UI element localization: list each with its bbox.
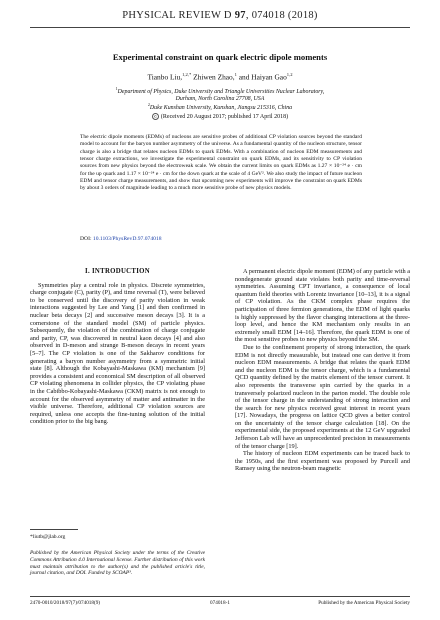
footer-divider bbox=[30, 596, 410, 597]
affiliation-marker: 1 bbox=[115, 86, 118, 91]
author-affiliation-marker: 1,2,* bbox=[182, 72, 192, 77]
author-name: Zhiwen Zhao, bbox=[191, 72, 235, 82]
right-column bbox=[235, 268, 410, 473]
license-note: Published by the American Physical Society under the terms of the Creative Commons Attribution 4.0 International license. Further distribution of this work must maintain attribution to the author(s) and the published article's title, journal citation, and DOI. Funded by SCOAP³. bbox=[30, 550, 205, 577]
paper-title: Experimental constraint on quark electric dipole moments bbox=[112, 52, 328, 62]
intro-paragraph: Symmetries play a central role in physics. Discrete symmetries, charge conjugate (C), parity (P), and time reversal (T), were believed to be conserved until the discovery of parity violation in weak interactions suggested by Lee and Yang [1] and then confirmed in nuclear beta decays [2] and successive meson decays [3]. It is a cornerstone of the standard model (SM) of particle physics. Subsequently, the violation of the combination of charge conjugate and parity, CP, was discovered in neutral kaon decays [4] and also observed in D-meson and strange B-meson decays in recent years [5–7]. The CP violation is one of the Sakharov conditions for generating a baryon number asymmetry from a symmetric initial state [8]. Although the Kobayashi-Maskawa (KM) mechanism [9] provides a consistent and economical SM description of all observed CP violating phenomena in collider physics, the CP violating phase in the Cabibbo-Kobayashi-Maskawa (CKM) matrix is not enough to account for the observed asymmetry of matter and antimatter in the visible universe. Therefore, additional CP violation sources are required, unless one accepts the fine-tuning solution of the initial condition prior to the big bang. bbox=[30, 281, 205, 426]
footnote-divider bbox=[30, 529, 78, 530]
author-list bbox=[30, 72, 410, 81]
doi-link[interactable]: 10.1103/PhysRevD.97.074018 bbox=[92, 236, 162, 242]
affiliation-marker: 2 bbox=[147, 102, 150, 107]
affiliation-text: Duke Kunshan University, Kunshan, Jiangsu 215316, China bbox=[149, 104, 293, 111]
affiliation-2 bbox=[30, 101, 410, 112]
body-paragraph: A permanent electric dipole moment (EDM) of any particle with a nondegenerate ground state violates both parity and time-reversal symmetries. Assuming CPT invariance, a consequence of local quantum field theories with Lorentz invariance [10–13], it is a signal of CP violation. As the CKM complex phase requires the participation of three fermion generations, the EDM of light quarks is highly suppressed by the flavor changing interactions at the three-loop level, and hence the KM mechanism only results in an extremely small EDM [14–16]. Therefore, the quark EDM is one of the most sensitive probes to new physics beyond the SM. bbox=[235, 268, 410, 344]
journal-citation: , 074018 (2018) bbox=[245, 10, 318, 21]
doi-line bbox=[80, 236, 362, 242]
footer-page-number: 074018-1 bbox=[210, 600, 230, 606]
abstract: The electric dipole moments (EDMs) of nucleons are sensitive probes of additional CP violation sources beyond the standard model to account for the baryon number asymmetry of the universe. As a fundamental quantity of the nucleon structure, tensor charge is also a bridge that relates nucleon EDMs to quark EDMs. With a combination of nucleon EDM measurements and tensor charge extractions, we investigate the experimental constraint on quark EDMs, and its sensitivity to CP violation sources from new physics beyond the electroweak scale. We obtain the current limits on quark EDMs as 1.27 × 10⁻²⁴ e · cm for the up quark and 1.17 × 10⁻²⁴ e · cm for the down quark at the scale of 4 GeV². We also study the impact of future nucleon EDM and tensor charge measurements, and show that upcoming new experiments will improve the constraint on quark EDMs by about 3 orders of magnitude leading to a much more sensitive probe of new physics models. bbox=[80, 134, 362, 192]
section-heading: I. INTRODUCTION bbox=[85, 268, 150, 275]
journal-name: PHYSICAL REVIEW D bbox=[122, 10, 232, 21]
affiliation-text: Department of Physics, Duke University and Triangle Universities Nuclear Laboratory, bbox=[117, 88, 325, 95]
author-name: Tianbo Liu, bbox=[147, 72, 183, 82]
footer-issn: 2470-0010/2018/97(7)/074018(9) bbox=[30, 600, 101, 606]
received-text: (Received 20 August 2017; published 17 April 2018) bbox=[160, 113, 289, 120]
header-divider bbox=[30, 27, 410, 28]
creative-commons-icon: © bbox=[153, 114, 158, 119]
author-email-footnote: *liutb@jlab.org bbox=[30, 534, 66, 540]
affiliation-text: Durham, North Carolina 27708, USA bbox=[175, 96, 265, 103]
author-affiliation-marker: 1 bbox=[234, 72, 237, 77]
author-affiliation-marker: 1,2 bbox=[286, 72, 293, 77]
footer-publisher: Published by the American Physical Society bbox=[318, 600, 410, 606]
doi-label: DOI: bbox=[80, 236, 93, 242]
received-date bbox=[30, 113, 410, 120]
author-name: and Haiyan Gao bbox=[236, 72, 287, 82]
body-paragraph: The history of nucleon EDM experiments can be traced back to the 1950s, and the first experiment was proposed by Purcell and Ramsey using the neutron-beam magnetic bbox=[235, 450, 410, 473]
body-paragraph: Due to the confinement property of strong interaction, the quark EDM is not directly measurable, but instead one can derive it from nucleon EDM measurements. A bridge that relates the quark EDM and the nucleon EDM is the tensor charge, which is a fundamental QCD quantity defined by the matrix element of the tensor current. It also represents the transverse spin carried by the quarks in a transversely polarized nucleon in the parton model. The double role of the tensor charge in the understanding of strong interaction and the search for new physics received great interest in recent years [17]. Nowadays, the progress on lattice QCD gives a better control on the uncertainty of the tensor charge calculation [18]. On the experimental side, the proposed experiments at the 12 GeV upgraded Jefferson Lab will have an unprecedented precision in measurements of the tensor charge [19]. bbox=[235, 343, 410, 450]
left-column bbox=[30, 268, 205, 426]
journal-volume: 97 bbox=[234, 10, 246, 21]
running-header bbox=[30, 10, 410, 28]
